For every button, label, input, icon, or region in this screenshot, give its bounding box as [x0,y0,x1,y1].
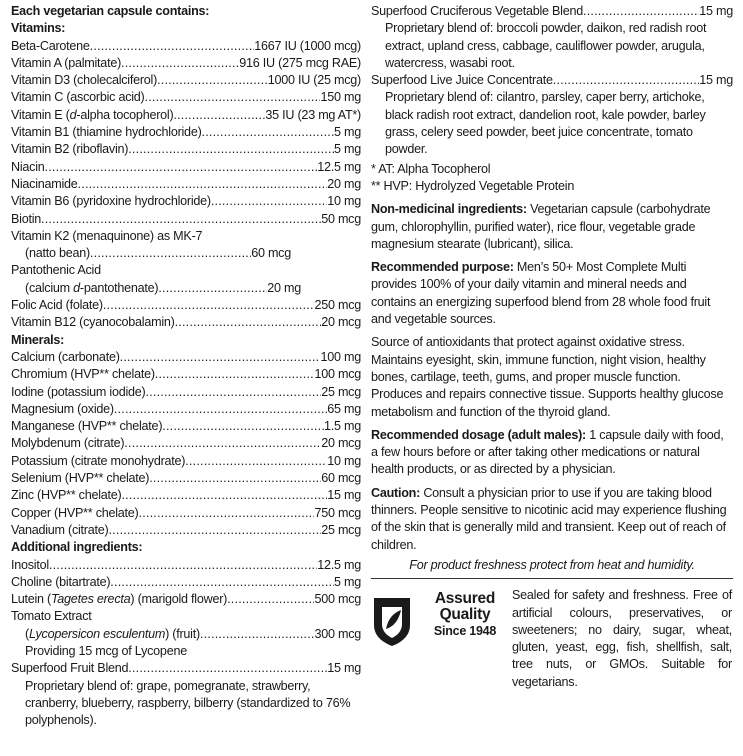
ingredient-value: 250 mcg [314,298,361,313]
juice-blend-description: Proprietary blend of: cilantro, parsley, caper berry, artichoke, black radish root extract, dandelion root, kale powder, barley grass, celery seed powder, beet juice concentrate, tomato powder. [385,90,706,157]
non-medicinal-heading: Non-medicinal ingredients: [371,202,527,217]
ingredient-label: Beta-Carotene [11,38,90,53]
ingredient-value: 15 mg [327,661,361,676]
right-column [371,3,733,699]
ingredient-row [11,176,361,193]
left-column [11,3,361,729]
ingredient-value: 50 mcg [321,211,361,226]
ingredient-label: Niacinamide [11,176,78,191]
ingredient-value: 25 mcg [321,384,361,399]
footnote-at: * AT: Alpha Tocopherol [371,161,491,176]
ingredient-value: 20 mcg [321,315,361,330]
ingredient-value: 300 mcg [314,626,361,641]
caution-text: Consult a physician prior to use if you are taking blood thinners. People sensitive to nicotinic acid may experience flushing of the skin that is generally mild and transient. Keep out of reach of children. [371,485,727,552]
ingredient-row [11,124,361,141]
caution-section [371,485,733,554]
caution-heading: Caution: [371,485,421,500]
ingredient-label: Vitamin D3 (cholecalciferol) [11,73,158,88]
purpose-text: Men’s 50+ Most Complete Multi provides 100% of your daily vitamin and mineral needs and contains an energizing superfood blend from 28 whole food fruit and vegetable sources. [371,260,711,327]
ingredient-label: Vanadium (citrate) [11,522,109,537]
ingredient-value: 35 IU (23 mg AT*) [265,107,361,122]
ingredient-label: Iodine (potassium iodide) [11,384,146,399]
ingredient-value: 15 mg [699,4,733,18]
bottom-section [371,579,733,699]
assured-quality-logo [371,591,511,651]
ingredient-value: 150 mg [320,90,361,105]
ingredient-value: 65 mg [327,401,361,416]
minerals-list [11,349,361,539]
ingredient-label: Vitamin B1 (thiamine hydrochloride) [11,125,202,140]
ingredient-row [11,453,361,470]
ingredient-row [11,470,361,487]
ingredient-row [11,141,361,158]
dosage-heading: Recommended dosage (adult males): [371,427,586,442]
logo-line-quality: Quality [439,606,491,624]
ingredient-value: 1000 IU (25 mcg) [267,73,361,88]
footnote-hvp: ** HVP: Hydrolyzed Vegetable Protein [371,178,575,193]
ingredient-row [11,55,361,72]
ingredient-value: 15 mg [699,73,733,88]
leader-dots [553,72,700,89]
ingredient-label: Superfood Live Juice Concentrate [371,73,553,88]
additional-heading: Additional ingredients: [11,540,143,555]
vitamins2-list [11,297,361,332]
vitamins-heading: Vitamins: [11,21,66,36]
ingredient-value: 12.5 mg [317,557,361,572]
tomato-lycopene: Providing 15 mcg of Lycopene [25,643,187,658]
ingredient-row [11,660,361,677]
ingredient-label: Inositol [11,557,49,572]
leader-dots [78,176,328,193]
logo-text [419,591,511,639]
ingredient-value: 25 mcg [321,522,361,537]
ingredient-row [11,522,361,539]
ingredient-label: Vitamin E (d-alpha tocopherol) [11,107,174,122]
ingredient-label: Chromium (HVP** chelate) [11,367,155,382]
ingredient-row [11,505,361,522]
ingredient-value: 60 mcg [251,246,291,261]
fruit-blend-description: Proprietary blend of: grape, pomegranate, strawberry, cranberry, blueberry, raspberry, bilberry (standardized to 76% polyphenols). [25,678,351,728]
ingredient-label: Lutein (Tagetes erecta) (marigold flower) [11,592,228,607]
ingredient-row [11,193,361,210]
ingredient-label: Copper (HVP** chelate) [11,505,139,520]
leader-dots [90,245,251,262]
ingredient-value: 10 mg [327,453,361,468]
leader-dots [158,280,267,297]
leader-dots [110,574,334,591]
leader-dots [145,89,321,106]
ingredient-row [11,72,361,89]
purpose-section [371,259,733,328]
ingredient-label: (Lycopersicon esculentum) (fruit) [25,626,200,641]
assured-quality-shield-icon [371,595,413,647]
logo-line-since: Since 1948 [433,624,497,639]
leader-dots [103,297,315,314]
ingredient-label: (calcium d-pantothenate) [25,280,159,295]
ingredient-value: 10 mg [327,194,361,209]
additional-list [11,557,361,609]
ingredient-label: Niacin [11,159,45,174]
purpose-heading: Recommended purpose: [371,260,514,275]
non-medicinal-section [371,201,733,253]
leader-dots [162,418,324,435]
ingredient-label: Vitamin B2 (riboflavin) [11,142,129,157]
ingredient-row [11,366,361,383]
ingredient-label: (natto bean) [25,246,90,261]
ingredient-value: 100 mcg [314,367,361,382]
ingredient-value: 916 IU (275 mcg RAE) [239,55,361,70]
ingredient-row [11,280,361,297]
contents-heading: Each vegetarian capsule contains: [11,4,210,18]
ingredient-label: Calcium (carbonate) [11,349,120,364]
leader-dots [227,591,314,608]
k2-line1: Vitamin K2 (menaquinone) as MK-7 [11,228,203,243]
ingredient-value: 100 mg [320,349,361,364]
freshness-note: For product freshness protect from heat and humidity. [409,557,695,572]
ingredient-value: 5 mg [334,125,361,140]
ingredient-label: Potassium (citrate monohydrate) [11,453,186,468]
ingredient-value: 60 mcg [321,471,361,486]
ingredient-value: 1.5 mg [323,419,361,434]
logo-line-assured: Assured [434,590,496,608]
ingredient-value: 750 mcg [314,505,361,520]
ingredient-row [371,3,733,20]
leader-dots [90,38,255,55]
leader-dots [121,487,327,504]
leader-dots [128,141,334,158]
leader-dots [114,401,327,418]
ingredient-label: Superfood Fruit Blend [11,661,129,676]
leader-dots [185,453,327,470]
ingredient-value: 20 mg [267,280,301,295]
ingredient-row [11,384,361,401]
leader-dots [200,626,315,643]
ingredient-row [11,314,361,331]
sealed-statement: Sealed for safety and freshness. Free of artificial colours, preservatives, or sweeteners; no dairy, sugar, wheat, gluten, yeast, egg, fish, shellfish, salt, tree nuts, or GMOs. Suitable for vegetarians. [512,588,732,689]
ingredient-row [11,245,361,262]
leader-dots [155,366,315,383]
ingredient-label: Vitamin A (palmitate) [11,55,122,70]
ingredient-row [11,38,361,55]
ingredient-row [11,297,361,314]
ingredient-row [11,574,361,591]
leader-dots [157,72,268,89]
ingredient-value: 5 mg [334,142,361,157]
leader-dots [121,55,239,72]
ingredient-row [11,557,361,574]
ingredient-label: Manganese (HVP** chelate) [11,419,163,434]
ingredient-label: Choline (bitartrate) [11,574,111,589]
leader-dots [211,193,327,210]
leader-dots [173,107,265,124]
leader-dots [139,505,315,522]
ingredient-row [11,211,361,228]
ingredient-row [11,487,361,504]
tomato-line1: Tomato Extract [11,609,92,624]
vitamins-list [11,38,361,228]
leader-dots [108,522,321,539]
ingredient-value: 20 mg [327,176,361,191]
ingredient-row [11,349,361,366]
dosage-text: 1 capsule daily with food, a few hours before or after taking other medications or natural health products, or as directed by a physician. [371,427,724,477]
ingredient-label: Vitamin C (ascorbic acid) [11,90,145,105]
ingredient-label: Selenium (HVP** chelate) [11,471,150,486]
ingredient-label: Magnesium (oxide) [11,401,114,416]
dosage-section [371,427,733,479]
leader-dots [175,314,322,331]
leader-dots [41,211,321,228]
ingredient-label: Zinc (HVP** chelate) [11,488,122,503]
ingredient-label: Superfood Cruciferous Vegetable Blend [371,4,583,18]
ingredient-label: Vitamin B6 (pyridoxine hydrochloride) [11,194,211,209]
minerals-heading: Minerals: [11,332,65,347]
ingredient-row [11,435,361,452]
ingredient-row [11,591,361,608]
ingredient-value: 20 mcg [321,436,361,451]
ingredient-value: 15 mg [327,488,361,503]
leader-dots [124,435,321,452]
leader-dots [583,3,699,20]
ingredient-label: Vitamin B12 (cyanocobalamin) [11,315,175,330]
ingredient-value: 12.5 mg [317,159,361,174]
antioxidant-text: Source of antioxidants that protect against oxidative stress. Maintains eyesight, skin, immune function, night vision, healthy bones, cartilage, teeth, gums, and proper muscle function. Produces and repairs connective tissue. Supports healthy glucose metabolism and function of the thyroid gland. [371,335,724,419]
ingredient-row [11,418,361,435]
ingredient-row [11,107,361,124]
non-medicinal-text: Vegetarian capsule (carbohydrate gum, chlorophyllin, purified water), rice flour, vegetable grade magnesium stearate (lubricant), silica. [371,202,711,251]
ingredient-value: 1667 IU (1000 mcg) [254,38,361,53]
ingredient-row [371,72,733,89]
ingredient-row [11,626,361,643]
ingredient-label: Folic Acid (folate) [11,298,103,313]
leader-dots [149,470,321,487]
ingredient-value: 5 mg [334,574,361,589]
ingredient-value: 500 mcg [314,592,361,607]
leader-dots [202,124,334,141]
leader-dots [49,557,317,574]
ingredient-row [11,159,361,176]
ingredient-row [11,89,361,106]
leader-dots [45,159,318,176]
ingredient-label: Biotin [11,211,42,226]
leader-dots [120,349,321,366]
ingredient-row [11,401,361,418]
leader-dots [128,660,327,677]
leader-dots [145,384,321,401]
panto-line1: Pantothenic Acid [11,263,101,278]
cruciferous-blend-description: Proprietary blend of: broccoli powder, daikon, red radish root extract, upland cress, cabbage, cauliflower powder, arugula, watercress, wasabi root. [385,21,707,70]
ingredient-label: Molybdenum (citrate) [11,436,125,451]
